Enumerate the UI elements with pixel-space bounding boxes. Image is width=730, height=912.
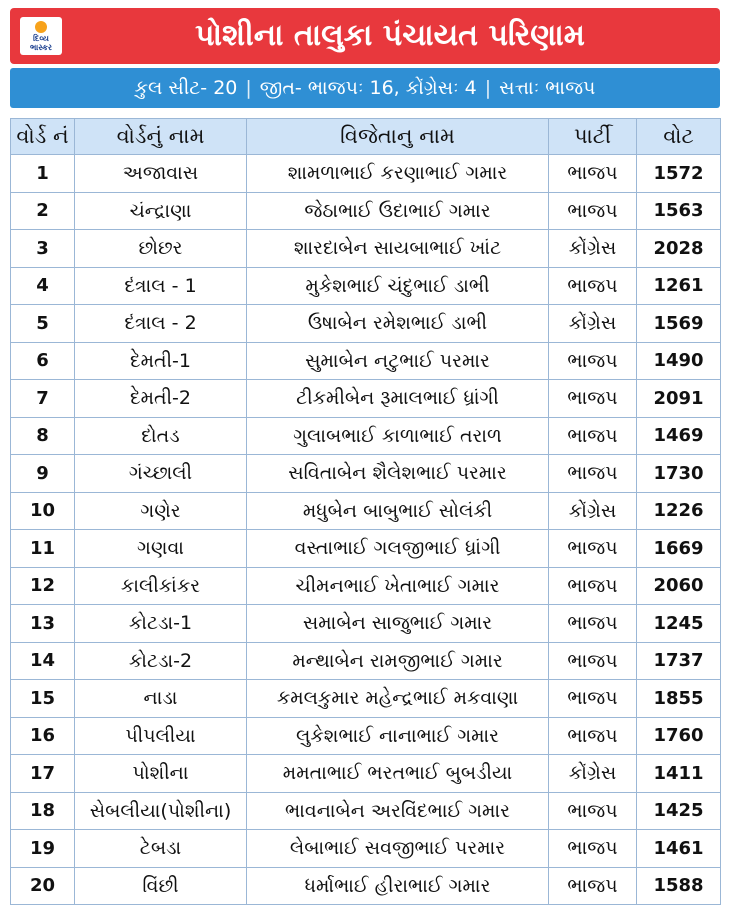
ward-name: દોતડ [75, 417, 247, 455]
ward-number: 6 [11, 342, 75, 380]
winner-name: સવિતાબેન શૈલેશભાઈ પરમાર [247, 455, 549, 493]
header-party: પાર્ટી [549, 119, 637, 155]
header-votes: વોટ [637, 119, 721, 155]
table-row [11, 492, 721, 530]
winner-name: મન્થાબેન રામજીભાઈ ગમાર [247, 642, 549, 680]
party-name: ભાજપ [549, 642, 637, 680]
vote-count: 1461 [637, 830, 721, 868]
logo-text-line1: દિવ્ય [33, 34, 49, 43]
winner-name: મધુબેન બાબુભાઈ સોલંકી [247, 492, 549, 530]
divya-bhaskar-logo [20, 17, 62, 55]
ward-number: 12 [11, 567, 75, 605]
party-name: ભાજપ [549, 567, 637, 605]
vote-count: 1737 [637, 642, 721, 680]
party-name: ભાજપ [549, 380, 637, 418]
table-row [11, 680, 721, 718]
table-row [11, 755, 721, 793]
vote-count: 1730 [637, 455, 721, 493]
ruling-party: સત્તાઃ ભાજપ [499, 77, 596, 99]
ward-name: નાડા [75, 680, 247, 718]
header-winner-name: વિજેતાનુ નામ [247, 119, 549, 155]
table-row [11, 342, 721, 380]
ward-number: 2 [11, 192, 75, 230]
winner-name: સમાબેન સાજુભાઈ ગમાર [247, 605, 549, 643]
party-name: કોંગ્રેસ [549, 755, 637, 793]
table-row [11, 230, 721, 268]
vote-count: 1588 [637, 867, 721, 905]
vote-count: 1245 [637, 605, 721, 643]
vote-count: 1425 [637, 792, 721, 830]
party-name: ભાજપ [549, 267, 637, 305]
ward-number: 5 [11, 305, 75, 343]
vote-count: 1563 [637, 192, 721, 230]
ward-name: દેમતી-1 [75, 342, 247, 380]
logo-text-line2: ભાસ્કર [29, 43, 53, 52]
table-row [11, 305, 721, 343]
party-name: ભાજપ [549, 530, 637, 568]
ward-number: 13 [11, 605, 75, 643]
header-ward-no: વોર્ડ નં [11, 119, 75, 155]
ward-number: 4 [11, 267, 75, 305]
summary-bar [10, 68, 720, 108]
ward-name: સેબલીયા(પોશીના) [75, 792, 247, 830]
won-seats: જીત- ભાજપઃ 16, કોંગ્રેસઃ 4 [259, 77, 477, 99]
party-name: ભાજપ [549, 192, 637, 230]
party-name: ભાજપ [549, 455, 637, 493]
ward-name: ગણવા [75, 530, 247, 568]
vote-count: 1261 [637, 267, 721, 305]
party-name: ભાજપ [549, 605, 637, 643]
ward-number: 17 [11, 755, 75, 793]
party-name: ભાજપ [549, 830, 637, 868]
separator: | [245, 77, 252, 99]
ward-number: 20 [11, 867, 75, 905]
ward-name: કાલીકાંકર [75, 567, 247, 605]
results-table [10, 118, 721, 905]
party-name: ભાજપ [549, 155, 637, 193]
vote-count: 2091 [637, 380, 721, 418]
winner-name: ઉષાબેન રમેશભાઈ ડાભી [247, 305, 549, 343]
ward-name: ગંચ્છાલી [75, 455, 247, 493]
party-name: ભાજપ [549, 717, 637, 755]
ward-name: ચંન્દ્રાણા [75, 192, 247, 230]
winner-name: ટીકમીબેન રૂમાલભાઈ ધ્રાંગી [247, 380, 549, 418]
vote-count: 1760 [637, 717, 721, 755]
vote-count: 1226 [637, 492, 721, 530]
table-header-row [11, 119, 721, 155]
vote-count: 1669 [637, 530, 721, 568]
table-row [11, 380, 721, 418]
party-name: ભાજપ [549, 792, 637, 830]
winner-name: ચીમનભાઈ ખેતાભાઈ ગમાર [247, 567, 549, 605]
separator: | [484, 77, 492, 99]
title-bar [10, 8, 720, 64]
ward-name: પોશીના [75, 755, 247, 793]
winner-name: લેબાભાઈ સવજીભાઈ પરમાર [247, 830, 549, 868]
total-seats: કુલ સીટ- 20 [134, 77, 238, 99]
table-row [11, 455, 721, 493]
ward-name: કોટડા-1 [75, 605, 247, 643]
ward-number: 1 [11, 155, 75, 193]
winner-name: ભાવનાબેન અરવિંદભાઈ ગમાર [247, 792, 549, 830]
party-name: કોંગ્રેસ [549, 230, 637, 268]
ward-name: દંત્રાલ - 1 [75, 267, 247, 305]
table-row [11, 267, 721, 305]
winner-name: મમતાભાઈ ભરતભાઈ બુબડીયા [247, 755, 549, 793]
ward-number: 11 [11, 530, 75, 568]
vote-count: 2028 [637, 230, 721, 268]
ward-name: છોછર [75, 230, 247, 268]
ward-name: ટેબડા [75, 830, 247, 868]
winner-name: શામળાભાઈ કરણાભાઈ ગમાર [247, 155, 549, 193]
table-row [11, 717, 721, 755]
sun-icon [35, 21, 47, 33]
ward-number: 8 [11, 417, 75, 455]
vote-count: 1572 [637, 155, 721, 193]
vote-count: 1490 [637, 342, 721, 380]
table-row [11, 830, 721, 868]
table-row [11, 192, 721, 230]
ward-number: 7 [11, 380, 75, 418]
vote-count: 1411 [637, 755, 721, 793]
table-row [11, 867, 721, 905]
page-title: પોશીના તાલુકા પંચાયત પરિણામ [195, 18, 585, 53]
winner-name: શારદાબેન સાયબાભાઈ ખાંટ [247, 230, 549, 268]
vote-count: 2060 [637, 567, 721, 605]
table-row [11, 567, 721, 605]
ward-name: દંત્રાલ - 2 [75, 305, 247, 343]
table-row [11, 642, 721, 680]
winner-name: સુમાબેન નટુભાઈ પરમાર [247, 342, 549, 380]
party-name: ભાજપ [549, 680, 637, 718]
table-row [11, 605, 721, 643]
party-name: ભાજપ [549, 342, 637, 380]
ward-number: 14 [11, 642, 75, 680]
table-row [11, 155, 721, 193]
vote-count: 1469 [637, 417, 721, 455]
winner-name: કમલકુમાર મહેન્દ્રભાઈ મકવાણા [247, 680, 549, 718]
party-name: કોંગ્રેસ [549, 305, 637, 343]
ward-name: ગણેર [75, 492, 247, 530]
ward-name: દેમતી-2 [75, 380, 247, 418]
ward-name: કોટડા-2 [75, 642, 247, 680]
winner-name: ગુલાબભાઈ કાળાભાઈ તરાળ [247, 417, 549, 455]
ward-number: 3 [11, 230, 75, 268]
ward-number: 18 [11, 792, 75, 830]
ward-number: 16 [11, 717, 75, 755]
ward-number: 10 [11, 492, 75, 530]
party-name: ભાજપ [549, 867, 637, 905]
party-name: કોંગ્રેસ [549, 492, 637, 530]
ward-number: 19 [11, 830, 75, 868]
ward-number: 9 [11, 455, 75, 493]
ward-name: પીપલીયા [75, 717, 247, 755]
winner-name: મુકેશભાઈ ચંદુભાઈ ડાભી [247, 267, 549, 305]
ward-name: અજાવાસ [75, 155, 247, 193]
table-row [11, 417, 721, 455]
winner-name: લુકેશભાઈ નાનાભાઈ ગમાર [247, 717, 549, 755]
vote-count: 1855 [637, 680, 721, 718]
winner-name: જેઠાભાઈ ઉદાભાઈ ગમાર [247, 192, 549, 230]
ward-number: 15 [11, 680, 75, 718]
header-ward-name: વોર્ડનું નામ [75, 119, 247, 155]
party-name: ભાજપ [549, 417, 637, 455]
vote-count: 1569 [637, 305, 721, 343]
table-row [11, 530, 721, 568]
table-row [11, 792, 721, 830]
winner-name: વસ્તાભાઈ ગલજીભાઈ ધ્રાંગી [247, 530, 549, 568]
winner-name: ધર્માભાઈ હીરાભાઈ ગમાર [247, 867, 549, 905]
ward-name: વિંછી [75, 867, 247, 905]
